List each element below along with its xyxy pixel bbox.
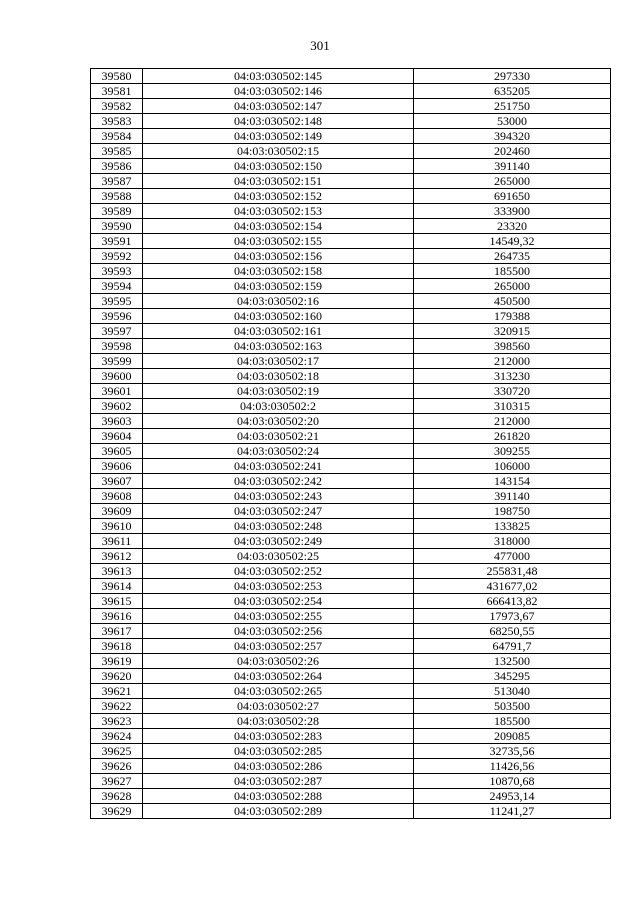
table-row xyxy=(91,309,611,324)
table-row xyxy=(91,444,611,459)
value-cell: 297330 xyxy=(414,69,611,84)
page-number: 301 xyxy=(310,38,330,53)
row-number-cell: 39593 xyxy=(91,264,143,279)
cadastral-number-cell: 04:03:030502:255 xyxy=(143,609,414,624)
value-cell: 320915 xyxy=(414,324,611,339)
cadastral-number-cell: 04:03:030502:265 xyxy=(143,684,414,699)
table-row xyxy=(91,69,611,84)
table-row xyxy=(91,684,611,699)
table-row xyxy=(91,594,611,609)
value-cell: 11241,27 xyxy=(414,804,611,819)
row-number-cell: 39629 xyxy=(91,804,143,819)
row-number-cell: 39581 xyxy=(91,84,143,99)
value-cell: 477000 xyxy=(414,549,611,564)
table-row xyxy=(91,759,611,774)
cadastral-number-cell: 04:03:030502:242 xyxy=(143,474,414,489)
cadastral-number-cell: 04:03:030502:283 xyxy=(143,729,414,744)
value-cell: 691650 xyxy=(414,189,611,204)
table-row xyxy=(91,579,611,594)
cadastral-number-cell: 04:03:030502:153 xyxy=(143,204,414,219)
cadastral-number-cell: 04:03:030502:158 xyxy=(143,264,414,279)
cadastral-number-cell: 04:03:030502:257 xyxy=(143,639,414,654)
value-cell: 313230 xyxy=(414,369,611,384)
cadastral-number-cell: 04:03:030502:20 xyxy=(143,414,414,429)
cadastral-number-cell: 04:03:030502:254 xyxy=(143,594,414,609)
value-cell: 431677,02 xyxy=(414,579,611,594)
row-number-cell: 39617 xyxy=(91,624,143,639)
value-cell: 635205 xyxy=(414,84,611,99)
value-cell: 68250,55 xyxy=(414,624,611,639)
value-cell: 261820 xyxy=(414,429,611,444)
row-number-cell: 39610 xyxy=(91,519,143,534)
cadastral-number-cell: 04:03:030502:149 xyxy=(143,129,414,144)
value-cell: 14549,32 xyxy=(414,234,611,249)
row-number-cell: 39592 xyxy=(91,249,143,264)
table-row xyxy=(91,549,611,564)
table-row xyxy=(91,159,611,174)
cadastral-number-cell: 04:03:030502:287 xyxy=(143,774,414,789)
row-number-cell: 39602 xyxy=(91,399,143,414)
row-number-cell: 39591 xyxy=(91,234,143,249)
table-row xyxy=(91,729,611,744)
cadastral-number-cell: 04:03:030502:15 xyxy=(143,144,414,159)
value-cell: 666413,82 xyxy=(414,594,611,609)
cadastral-number-cell: 04:03:030502:252 xyxy=(143,564,414,579)
table-row xyxy=(91,789,611,804)
value-cell: 318000 xyxy=(414,534,611,549)
row-number-cell: 39622 xyxy=(91,699,143,714)
cadastral-number-cell: 04:03:030502:146 xyxy=(143,84,414,99)
row-number-cell: 39608 xyxy=(91,489,143,504)
value-cell: 310315 xyxy=(414,399,611,414)
cadastral-number-cell: 04:03:030502:2 xyxy=(143,399,414,414)
cadastral-number-cell: 04:03:030502:25 xyxy=(143,549,414,564)
table-row xyxy=(91,249,611,264)
value-cell: 23320 xyxy=(414,219,611,234)
value-cell: 391140 xyxy=(414,489,611,504)
cadastral-number-cell: 04:03:030502:241 xyxy=(143,459,414,474)
value-cell: 133825 xyxy=(414,519,611,534)
row-number-cell: 39601 xyxy=(91,384,143,399)
table-row xyxy=(91,699,611,714)
value-cell: 398560 xyxy=(414,339,611,354)
table-row xyxy=(91,669,611,684)
table-row xyxy=(91,459,611,474)
value-cell: 10870,68 xyxy=(414,774,611,789)
value-cell: 32735,56 xyxy=(414,744,611,759)
cadastral-number-cell: 04:03:030502:243 xyxy=(143,489,414,504)
cadastral-number-cell: 04:03:030502:289 xyxy=(143,804,414,819)
row-number-cell: 39606 xyxy=(91,459,143,474)
value-cell: 264735 xyxy=(414,249,611,264)
row-number-cell: 39624 xyxy=(91,729,143,744)
value-cell: 309255 xyxy=(414,444,611,459)
table-row xyxy=(91,804,611,819)
row-number-cell: 39589 xyxy=(91,204,143,219)
value-cell: 394320 xyxy=(414,129,611,144)
value-cell: 265000 xyxy=(414,279,611,294)
row-number-cell: 39583 xyxy=(91,114,143,129)
cadastral-number-cell: 04:03:030502:18 xyxy=(143,369,414,384)
row-number-cell: 39605 xyxy=(91,444,143,459)
row-number-cell: 39585 xyxy=(91,144,143,159)
table-row xyxy=(91,99,611,114)
row-number-cell: 39612 xyxy=(91,549,143,564)
row-number-cell: 39595 xyxy=(91,294,143,309)
table-row xyxy=(91,114,611,129)
value-cell: 255831,48 xyxy=(414,564,611,579)
cadastral-number-cell: 04:03:030502:248 xyxy=(143,519,414,534)
cadastral-number-cell: 04:03:030502:253 xyxy=(143,579,414,594)
row-number-cell: 39626 xyxy=(91,759,143,774)
row-number-cell: 39586 xyxy=(91,159,143,174)
row-number-cell: 39615 xyxy=(91,594,143,609)
table-row xyxy=(91,384,611,399)
cadastral-number-cell: 04:03:030502:155 xyxy=(143,234,414,249)
table-row xyxy=(91,294,611,309)
value-cell: 251750 xyxy=(414,99,611,114)
value-cell: 212000 xyxy=(414,414,611,429)
value-cell: 132500 xyxy=(414,654,611,669)
row-number-cell: 39599 xyxy=(91,354,143,369)
value-cell: 513040 xyxy=(414,684,611,699)
table-row xyxy=(91,714,611,729)
row-number-cell: 39607 xyxy=(91,474,143,489)
row-number-cell: 39600 xyxy=(91,369,143,384)
row-number-cell: 39582 xyxy=(91,99,143,114)
row-number-cell: 39590 xyxy=(91,219,143,234)
cadastral-number-cell: 04:03:030502:147 xyxy=(143,99,414,114)
row-number-cell: 39620 xyxy=(91,669,143,684)
cadastral-number-cell: 04:03:030502:26 xyxy=(143,654,414,669)
table-row xyxy=(91,474,611,489)
value-cell: 143154 xyxy=(414,474,611,489)
table-row xyxy=(91,324,611,339)
value-cell: 198750 xyxy=(414,504,611,519)
table-row xyxy=(91,174,611,189)
table-row xyxy=(91,654,611,669)
cadastral-number-cell: 04:03:030502:27 xyxy=(143,699,414,714)
cadastral-number-cell: 04:03:030502:264 xyxy=(143,669,414,684)
value-cell: 185500 xyxy=(414,264,611,279)
value-cell: 212000 xyxy=(414,354,611,369)
cadastral-number-cell: 04:03:030502:159 xyxy=(143,279,414,294)
value-cell: 503500 xyxy=(414,699,611,714)
row-number-cell: 39616 xyxy=(91,609,143,624)
row-number-cell: 39604 xyxy=(91,429,143,444)
row-number-cell: 39603 xyxy=(91,414,143,429)
table-row xyxy=(91,489,611,504)
table-row xyxy=(91,279,611,294)
row-number-cell: 39621 xyxy=(91,684,143,699)
row-number-cell: 39580 xyxy=(91,69,143,84)
cadastral-number-cell: 04:03:030502:21 xyxy=(143,429,414,444)
table-row xyxy=(91,204,611,219)
row-number-cell: 39623 xyxy=(91,714,143,729)
row-number-cell: 39584 xyxy=(91,129,143,144)
row-number-cell: 39611 xyxy=(91,534,143,549)
cadastral-number-cell: 04:03:030502:24 xyxy=(143,444,414,459)
value-cell: 185500 xyxy=(414,714,611,729)
value-cell: 209085 xyxy=(414,729,611,744)
table-row xyxy=(91,234,611,249)
cadastral-number-cell: 04:03:030502:145 xyxy=(143,69,414,84)
table-row xyxy=(91,264,611,279)
cadastral-number-cell: 04:03:030502:152 xyxy=(143,189,414,204)
table-row xyxy=(91,84,611,99)
table-row xyxy=(91,519,611,534)
cadastral-number-cell: 04:03:030502:16 xyxy=(143,294,414,309)
row-number-cell: 39609 xyxy=(91,504,143,519)
value-cell: 330720 xyxy=(414,384,611,399)
value-cell: 106000 xyxy=(414,459,611,474)
cadastral-number-cell: 04:03:030502:247 xyxy=(143,504,414,519)
table-row xyxy=(91,369,611,384)
value-cell: 64791,7 xyxy=(414,639,611,654)
table-row xyxy=(91,429,611,444)
table-row xyxy=(91,339,611,354)
value-cell: 24953,14 xyxy=(414,789,611,804)
row-number-cell: 39619 xyxy=(91,654,143,669)
value-cell: 333900 xyxy=(414,204,611,219)
cadastral-number-cell: 04:03:030502:285 xyxy=(143,744,414,759)
row-number-cell: 39598 xyxy=(91,339,143,354)
cadastral-number-cell: 04:03:030502:163 xyxy=(143,339,414,354)
table-row xyxy=(91,504,611,519)
cadastral-number-cell: 04:03:030502:161 xyxy=(143,324,414,339)
cadastral-number-cell: 04:03:030502:256 xyxy=(143,624,414,639)
table-row xyxy=(91,399,611,414)
value-cell: 265000 xyxy=(414,174,611,189)
row-number-cell: 39625 xyxy=(91,744,143,759)
value-cell: 450500 xyxy=(414,294,611,309)
row-number-cell: 39613 xyxy=(91,564,143,579)
table-row xyxy=(91,189,611,204)
row-number-cell: 39597 xyxy=(91,324,143,339)
cadastral-number-cell: 04:03:030502:17 xyxy=(143,354,414,369)
records-table xyxy=(90,68,611,819)
table-row xyxy=(91,639,611,654)
cadastral-number-cell: 04:03:030502:28 xyxy=(143,714,414,729)
row-number-cell: 39596 xyxy=(91,309,143,324)
cadastral-number-cell: 04:03:030502:249 xyxy=(143,534,414,549)
table-row xyxy=(91,414,611,429)
table-row xyxy=(91,774,611,789)
row-number-cell: 39587 xyxy=(91,174,143,189)
table-row xyxy=(91,624,611,639)
cadastral-number-cell: 04:03:030502:151 xyxy=(143,174,414,189)
row-number-cell: 39627 xyxy=(91,774,143,789)
cadastral-number-cell: 04:03:030502:156 xyxy=(143,249,414,264)
value-cell: 53000 xyxy=(414,114,611,129)
cadastral-number-cell: 04:03:030502:150 xyxy=(143,159,414,174)
cadastral-number-cell: 04:03:030502:154 xyxy=(143,219,414,234)
cadastral-number-cell: 04:03:030502:286 xyxy=(143,759,414,774)
value-cell: 345295 xyxy=(414,669,611,684)
table-row xyxy=(91,564,611,579)
table-row xyxy=(91,129,611,144)
value-cell: 11426,56 xyxy=(414,759,611,774)
table-row xyxy=(91,744,611,759)
table-row xyxy=(91,534,611,549)
row-number-cell: 39594 xyxy=(91,279,143,294)
row-number-cell: 39614 xyxy=(91,579,143,594)
value-cell: 17973,67 xyxy=(414,609,611,624)
value-cell: 202460 xyxy=(414,144,611,159)
value-cell: 391140 xyxy=(414,159,611,174)
cadastral-number-cell: 04:03:030502:288 xyxy=(143,789,414,804)
value-cell: 179388 xyxy=(414,309,611,324)
row-number-cell: 39618 xyxy=(91,639,143,654)
row-number-cell: 39628 xyxy=(91,789,143,804)
table-row xyxy=(91,144,611,159)
records-table-body xyxy=(91,69,611,819)
table-row xyxy=(91,354,611,369)
table-row xyxy=(91,219,611,234)
table-row xyxy=(91,609,611,624)
cadastral-number-cell: 04:03:030502:148 xyxy=(143,114,414,129)
cadastral-number-cell: 04:03:030502:160 xyxy=(143,309,414,324)
row-number-cell: 39588 xyxy=(91,189,143,204)
cadastral-number-cell: 04:03:030502:19 xyxy=(143,384,414,399)
